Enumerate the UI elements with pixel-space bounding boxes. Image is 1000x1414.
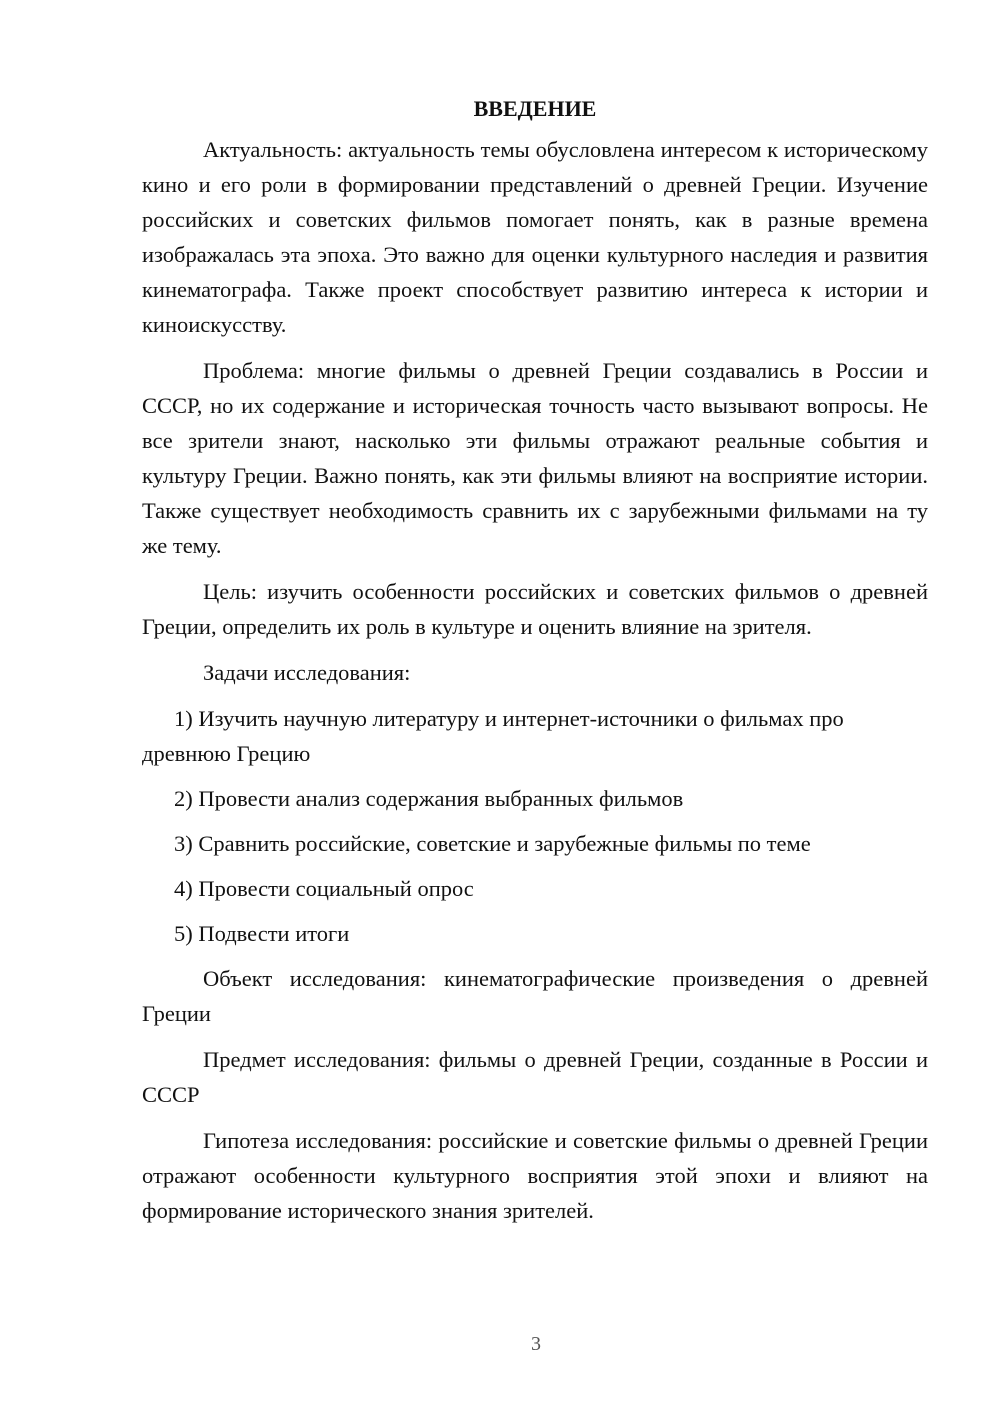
document-page (142, 92, 928, 1239)
tasks-heading: Задачи исследования: (203, 660, 411, 685)
list-item: 5) Подвести итоги (174, 921, 350, 946)
paragraph-goal: Цель: изучить особенности российских и советских фильмов о древней Греции, определить их роль в культуре и оценить влияние на зрителя. (142, 579, 928, 639)
section-title: ВВЕДЕНИЕ (473, 96, 597, 121)
page-number: 3 (531, 1333, 541, 1355)
list-item: 3) Сравнить российские, советские и зарубежные фильмы по теме (174, 831, 811, 856)
list-item: 1) Изучить научную литературу и интернет-источники о фильмах про древнюю Грецию (142, 706, 844, 766)
paragraph-subject: Предмет исследования: фильмы о древней Греции, созданные в России и СССР (142, 1047, 928, 1107)
paragraph-problem: Проблема: многие фильмы о древней Греции создавались в России и СССР, но их содержание и историческая точность часто вызывают вопросы. Не все зрители знают, насколько эти фильмы отражают реальные события и культуру Греции. Важно понять, как эти фильмы влияют на восприятие истории. Также существует необходимость сравнить их с зарубежными фильмами на ту же тему. (142, 358, 928, 558)
list-item: 2) Провести анализ содержания выбранных фильмов (174, 786, 684, 811)
paragraph-relevance: Актуальность: актуальность темы обусловлена интересом к историческому кино и его роли в формировании представлений о древней Греции. Изучение российских и советских фильмов помогает понять, как в разные времена изображалась эта эпоха. Это важно для оценки культурного наследия и развития кинематографа. Также проект способствует развитию интереса к истории и киноискусству. (142, 137, 928, 337)
paragraph-object: Объект исследования: кинематографические произведения о древней Греции (142, 966, 928, 1026)
paragraph-hypothesis: Гипотеза исследования: российские и советские фильмы о древней Греции отражают особенности культурного восприятия этой эпохи и влияют на формирование исторического знания зрителей. (142, 1128, 928, 1223)
list-item: 4) Провести социальный опрос (174, 876, 474, 901)
tasks-list (142, 701, 928, 951)
